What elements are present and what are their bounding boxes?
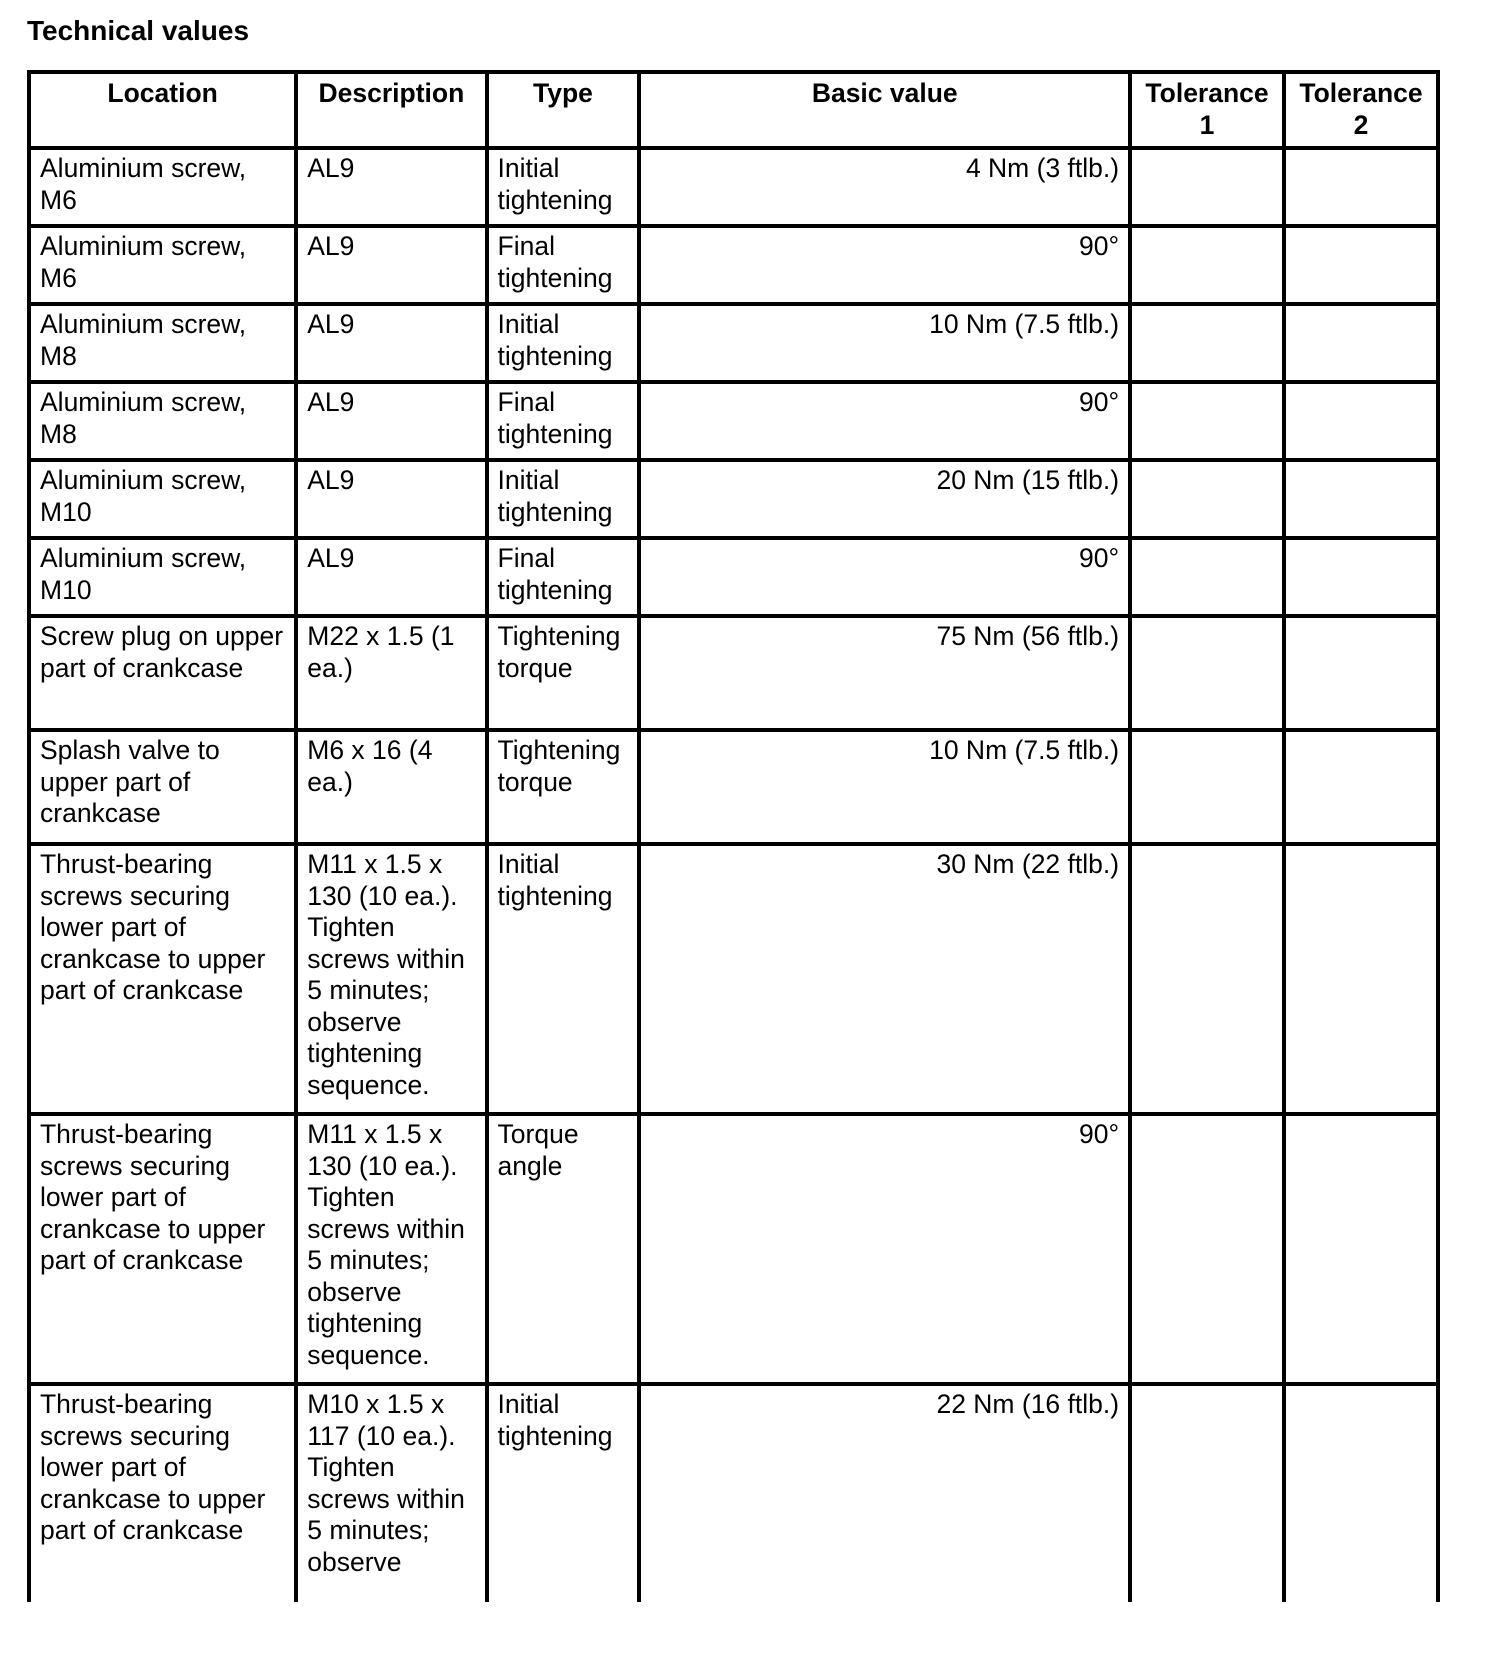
cell-tolerance-1	[1130, 1114, 1284, 1384]
cell-basic-value: 90°	[639, 226, 1130, 304]
table-row	[29, 844, 1438, 1114]
cell-description: AL9	[296, 538, 486, 616]
cell-tolerance-2	[1284, 304, 1438, 382]
cell-location: Splash valve to upper part of crankcase	[29, 730, 296, 844]
cell-location: Aluminium screw, M8	[29, 304, 296, 382]
cell-tolerance-1	[1130, 538, 1284, 616]
cell-description: M22 x 1.5 (1 ea.)	[296, 616, 486, 730]
cell-location: Aluminium screw, M8	[29, 382, 296, 460]
cell-basic-value: 4 Nm (3 ftlb.)	[639, 148, 1130, 226]
cell-location: Aluminium screw, M6	[29, 226, 296, 304]
cell-basic-value: 10 Nm (7.5 ftlb.)	[639, 304, 1130, 382]
cell-description: M11 x 1.5 x 130 (10 ea.). Tighten screws within 5 minutes; observe tightening sequence.	[296, 844, 486, 1114]
table-row	[29, 226, 1438, 304]
cell-tolerance-2	[1284, 382, 1438, 460]
cell-basic-value: 30 Nm (22 ftlb.)	[639, 844, 1130, 1114]
cell-tolerance-2	[1284, 1114, 1438, 1384]
cell-type: Initial tightening	[487, 460, 640, 538]
cell-location: Thrust-bearing screws securing lower part of crankcase to upper part of crankcase	[29, 844, 296, 1114]
table-row	[29, 1114, 1438, 1384]
header-tolerance-1: Tolerance 1	[1130, 72, 1284, 148]
table-row	[29, 1384, 1438, 1602]
table-row	[29, 148, 1438, 226]
cell-type: Torque angle	[487, 1114, 640, 1384]
cell-basic-value: 22 Nm (16 ftlb.)	[639, 1384, 1130, 1602]
cell-tolerance-2	[1284, 616, 1438, 730]
table-header-row	[29, 72, 1438, 148]
cell-type: Initial tightening	[487, 304, 640, 382]
cell-tolerance-1	[1130, 226, 1284, 304]
cell-tolerance-1	[1130, 730, 1284, 844]
technical-values-table	[27, 70, 1440, 1602]
cell-location: Aluminium screw, M10	[29, 460, 296, 538]
cell-tolerance-1	[1130, 844, 1284, 1114]
cell-location: Thrust-bearing screws securing lower part of crankcase to upper part of crankcase	[29, 1384, 296, 1602]
cell-tolerance-1	[1130, 616, 1284, 730]
cell-tolerance-2	[1284, 226, 1438, 304]
cell-tolerance-1	[1130, 304, 1284, 382]
cell-description: M11 x 1.5 x 130 (10 ea.). Tighten screws within 5 minutes; observe tightening sequence.	[296, 1114, 486, 1384]
cell-location: Aluminium screw, M10	[29, 538, 296, 616]
table-row	[29, 730, 1438, 844]
cell-type: Tightening torque	[487, 616, 640, 730]
cell-tolerance-2	[1284, 538, 1438, 616]
cell-tolerance-1	[1130, 1384, 1284, 1602]
cell-tolerance-1	[1130, 460, 1284, 538]
cell-type: Initial tightening	[487, 1384, 640, 1602]
table-row	[29, 460, 1438, 538]
cell-tolerance-2	[1284, 1384, 1438, 1602]
cell-type: Final tightening	[487, 382, 640, 460]
table-row	[29, 538, 1438, 616]
table-row	[29, 304, 1438, 382]
cell-tolerance-2	[1284, 844, 1438, 1114]
cell-location: Aluminium screw, M6	[29, 148, 296, 226]
header-type: Type	[487, 72, 640, 148]
cell-basic-value: 20 Nm (15 ftlb.)	[639, 460, 1130, 538]
page-title: Technical values	[27, 15, 250, 46]
header-description: Description	[296, 72, 486, 148]
cell-description: M6 x 16 (4 ea.)	[296, 730, 486, 844]
cell-description: AL9	[296, 226, 486, 304]
header-basic-value: Basic value	[639, 72, 1130, 148]
cell-tolerance-1	[1130, 382, 1284, 460]
header-location: Location	[29, 72, 296, 148]
cell-description: M10 x 1.5 x 117 (10 ea.). Tighten screws within 5 minutes; observe	[296, 1384, 486, 1602]
cell-basic-value: 10 Nm (7.5 ftlb.)	[639, 730, 1130, 844]
cell-description: AL9	[296, 382, 486, 460]
cell-description: AL9	[296, 148, 486, 226]
cell-tolerance-2	[1284, 148, 1438, 226]
cell-basic-value: 90°	[639, 1114, 1130, 1384]
cell-type: Initial tightening	[487, 844, 640, 1114]
cell-basic-value: 75 Nm (56 ftlb.)	[639, 616, 1130, 730]
cell-location: Screw plug on upper part of crankcase	[29, 616, 296, 730]
cell-description: AL9	[296, 304, 486, 382]
table-row	[29, 616, 1438, 730]
cell-description: AL9	[296, 460, 486, 538]
cell-basic-value: 90°	[639, 382, 1130, 460]
cell-type: Final tightening	[487, 226, 640, 304]
cell-type: Initial tightening	[487, 148, 640, 226]
cell-location: Thrust-bearing screws securing lower part of crankcase to upper part of crankcase	[29, 1114, 296, 1384]
header-tolerance-2: Tolerance 2	[1284, 72, 1438, 148]
cell-type: Final tightening	[487, 538, 640, 616]
table-row	[29, 382, 1438, 460]
cell-basic-value: 90°	[639, 538, 1130, 616]
cell-tolerance-2	[1284, 460, 1438, 538]
cell-tolerance-1	[1130, 148, 1284, 226]
cell-tolerance-2	[1284, 730, 1438, 844]
cell-type: Tightening torque	[487, 730, 640, 844]
